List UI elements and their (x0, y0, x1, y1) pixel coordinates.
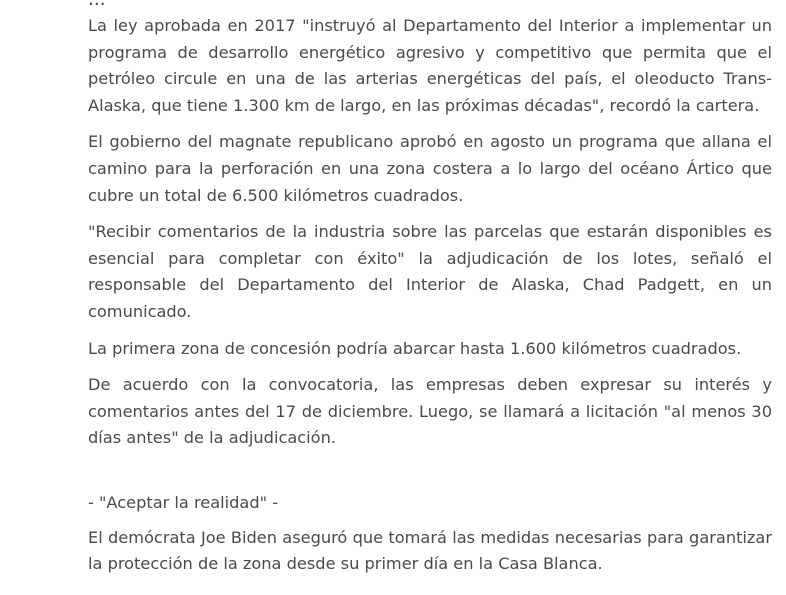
paragraph-law-2017: La ley aprobada en 2017 "instruyó al Departamento del Interior a implementar un programa de desarrollo energético agresivo y competitivo que permita que el petróleo circule en una de las arterias energéticas del país, el oleoducto Trans-Alaska, que tiene 1.300 km de largo, en las próximas décadas", recordó la cartera. (88, 16, 772, 115)
section-subheading: - "Aceptar la realidad" - (88, 492, 279, 512)
paragraph-first-zone: La primera zona de concesión podría abarcar hasta 1.600 kilómetros cuadrados. (88, 338, 742, 358)
paragraph-industry-comments: "Recibir comentarios de la industria sobre las parcelas que estarán disponibles es esencial para completar con éxito" la adjudicación de los lotes, señaló el responsable del Departamento del Interior de Alaska, Chad Padgett, en un comunicado. (88, 222, 772, 321)
paragraph-call-for-bids: De acuerdo con la convocatoria, las empresas deben expresar su interés y comentarios antes del 17 de diciembre. Luego, se llamará a licitación "al menos 30 días antes" de la adjudicación. (88, 375, 772, 448)
paragraph-drilling-program: El gobierno del magnate republicano aprobó en agosto un programa que allana el camino para la perforación en una zona costera a lo largo del océano Ártico que cubre un total de 6.500 kilómetros cuadrados. (88, 132, 772, 205)
paragraph-biden: El demócrata Joe Biden aseguró que tomará las medidas necesarias para garantizar la protección de la zona desde su primer día en la Casa Blanca. (88, 527, 772, 574)
article-body (88, 13, 772, 588)
cut-off-text-line (88, 0, 106, 14)
